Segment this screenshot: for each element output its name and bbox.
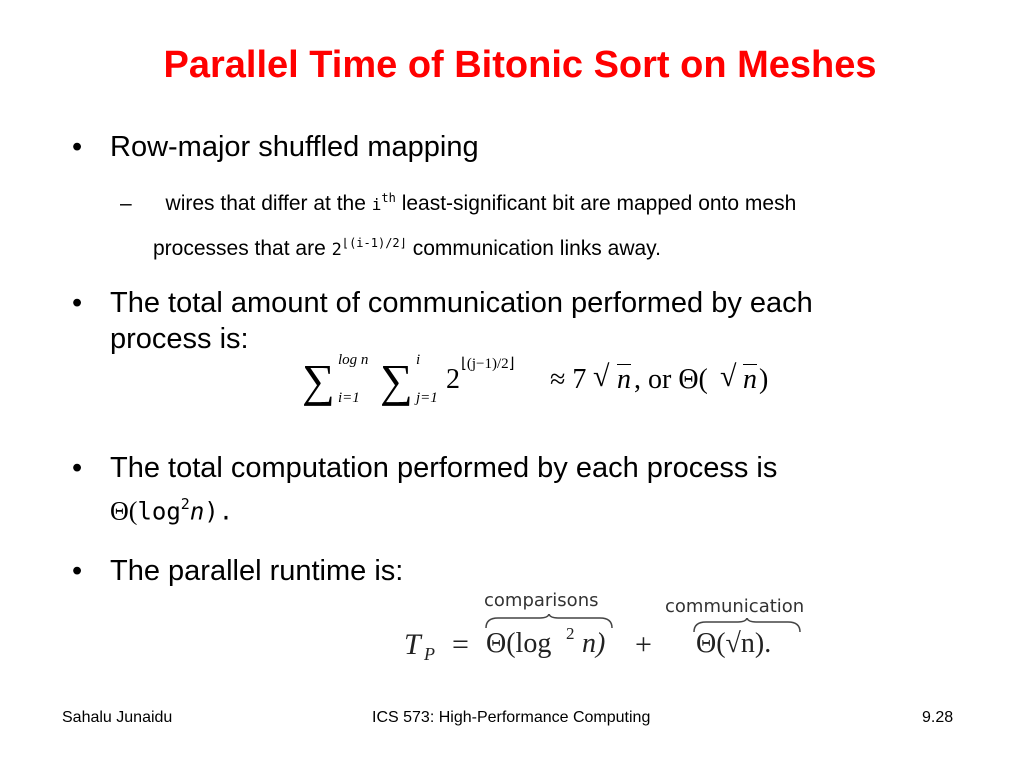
bullet-parallel-runtime (72, 553, 404, 589)
inner-upper-limit: i (416, 352, 421, 368)
log-text: log (137, 497, 181, 526)
outer-sigma: ∑ (302, 355, 335, 406)
bullet-row-major (72, 129, 479, 165)
runtime-T: T (404, 628, 421, 661)
sub-bullet-text-1: wires that differ at the (165, 192, 366, 215)
formula-n-2: n (743, 364, 757, 395)
runtime-T-subscript: P (424, 644, 435, 664)
bullet-symbol: • (72, 452, 83, 484)
runtime-term1-exponent: 2 (566, 624, 575, 643)
formula-exponent: ⌊(j−1)/2⌋ (461, 356, 515, 372)
communication-formula (300, 350, 800, 414)
bullet-text-line-1: The total amount of communication performed by each (110, 287, 813, 319)
sub-bullet-text-3: processes that are (153, 237, 326, 260)
i-variable: i (371, 195, 382, 214)
footer-author: Sahalu Junaidu (62, 709, 173, 726)
sqrt-sign-2: √ (720, 360, 737, 393)
formula-approx: ≈ 7 (550, 364, 587, 395)
bullet-symbol: • (72, 131, 83, 163)
log-exponent: 2 (180, 495, 190, 513)
runtime-term1-n: n) (582, 628, 606, 659)
slide-title: Parallel Time of Bitonic Sort on Meshes (163, 44, 877, 86)
communication-label: communication (665, 596, 805, 617)
outer-upper-limit: log n (338, 352, 369, 368)
runtime-term2: Θ(√n). (696, 628, 772, 659)
formula-base: 2 (446, 364, 460, 395)
power-exponent: ⌊(i-1)/2⌋ (341, 236, 407, 250)
bullet-symbol: • (72, 555, 83, 587)
footer-course: ICS 573: High-Performance Computing (372, 709, 651, 726)
sub-bullet-line-1 (120, 185, 796, 218)
sub-bullet-line-2 (153, 230, 661, 263)
n-variable: n (189, 497, 205, 526)
bullet-total-computation (72, 450, 990, 530)
bullet-text: The parallel runtime is: (110, 555, 404, 587)
inner-lower-limit: j=1 (416, 390, 438, 406)
runtime-formula (400, 590, 840, 670)
bullet-symbol: • (72, 287, 83, 319)
power-base: 2 (331, 240, 342, 260)
runtime-plus: + (635, 628, 652, 661)
inner-sigma: ∑ (380, 355, 413, 406)
formula-close: ) (759, 364, 769, 395)
bullet-text-line-1: The total computation performed by each process is (110, 452, 778, 484)
formula-or-theta: , or Θ( (634, 364, 708, 395)
runtime-term1: Θ(log (486, 628, 552, 659)
outer-lower-limit: i=1 (338, 390, 360, 406)
sub-bullet-text-2: least-significant bit are mapped onto mesh (401, 192, 797, 215)
runtime-equals: = (452, 628, 469, 661)
bullet-total-communication (72, 285, 990, 357)
bullet-text-line-2: process is: (110, 323, 249, 355)
sub-bullet-text-4: communication links away. (412, 237, 661, 260)
formula-n: n (617, 364, 631, 395)
bullet-text: Row-major shuffled mapping (110, 131, 479, 163)
footer-page-number: 9.28 (922, 709, 954, 726)
theta-open: Θ( (110, 496, 138, 526)
th-superscript: th (381, 191, 396, 205)
sqrt-sign: √ (593, 360, 610, 393)
comparisons-label: comparisons (484, 590, 599, 611)
computation-expression (110, 486, 990, 530)
dash-symbol: – (120, 192, 132, 215)
close-paren: ). (204, 497, 234, 526)
